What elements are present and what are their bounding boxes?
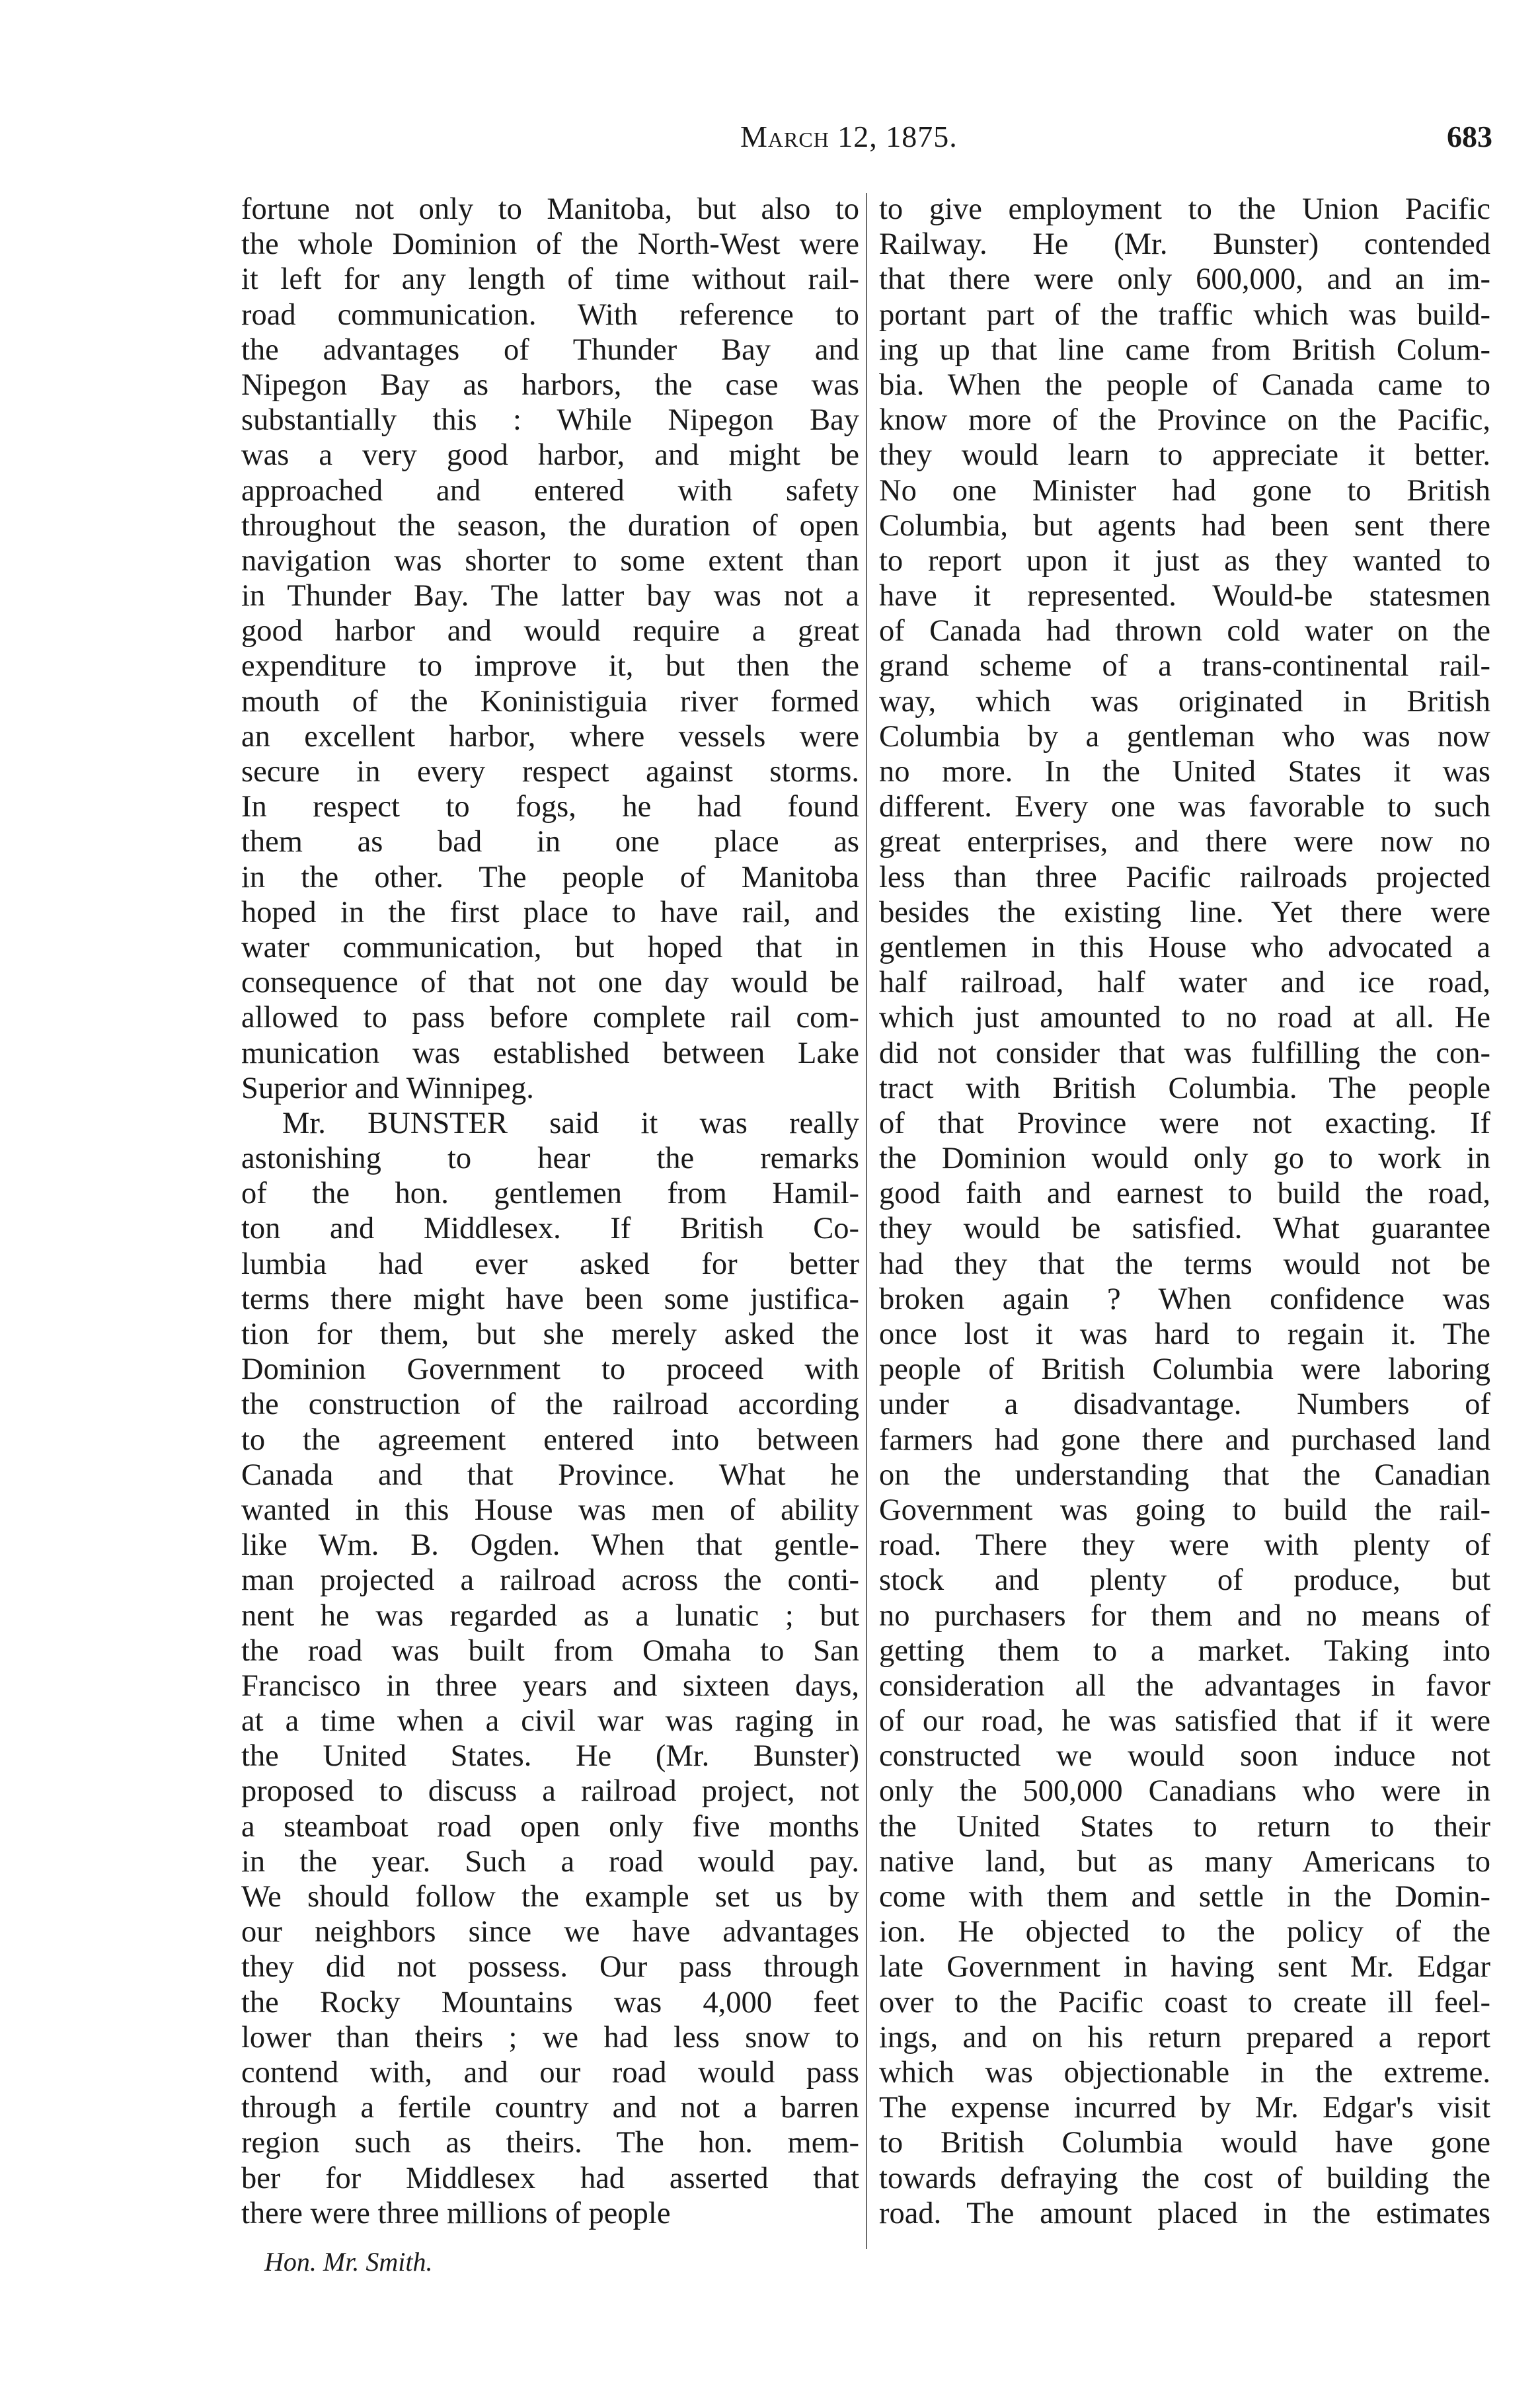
left-column-line: fortune not only to Manitoba, but also to: [241, 192, 859, 226]
right-column: [879, 192, 1490, 2231]
right-column-line: The expense incurred by Mr. Edgar's visit: [879, 2091, 1490, 2125]
left-column-line: Canada and that Province. What he: [241, 1458, 859, 1492]
left-column-line: road communication. With reference to: [241, 297, 859, 332]
right-column-line: they would learn to appreciate it better.: [879, 438, 1490, 473]
left-column-line: through a fertile country and not a barren: [241, 2091, 859, 2125]
right-column-line: Columbia by a gentleman who was now: [879, 719, 1490, 754]
right-column-line: No one Minister had gone to British: [879, 473, 1490, 508]
left-column-line: ber for Middlesex had asserted that: [241, 2161, 859, 2195]
right-column-line: over to the Pacific coast to create ill feel-: [879, 1985, 1490, 2019]
right-column-line: ing up that line came from British Colum-: [879, 333, 1490, 367]
left-column-line: navigation was shorter to some extent than: [241, 543, 859, 578]
right-column-line: constructed we would soon induce not: [879, 1739, 1490, 1774]
left-column-line: astonishing to hear the remarks: [241, 1142, 859, 1176]
left-column-line: ton and Middlesex. If British Co-: [241, 1212, 859, 1246]
right-column-line: no purchasers for them and no means of: [879, 1598, 1490, 1633]
left-column-line: munication was established between Lake: [241, 1036, 859, 1070]
left-column-line: mouth of the Koninistiguia river formed: [241, 684, 859, 719]
right-column-line: no more. In the United States it was: [879, 755, 1490, 789]
right-column-line: ings, and on his return prepared a report: [879, 2020, 1490, 2055]
footer-speaker-note: Hon. Mr. Smith.: [264, 2247, 433, 2277]
left-column-line: lumbia had ever asked for better: [241, 1247, 859, 1281]
left-column-line: the whole Dominion of the North-West were: [241, 227, 859, 262]
right-column-line: road. There they were with plenty of: [879, 1528, 1490, 1563]
left-column-line: at a time when a civil war was raging in: [241, 1704, 859, 1739]
left-column-line: consequence of that not one day would be: [241, 966, 859, 1000]
left-column-line: Superior and Winnipeg.: [241, 1071, 534, 1105]
right-column-line: good faith and earnest to build the road,: [879, 1177, 1490, 1211]
right-column-line: that there were only 600,000, and an im-: [879, 262, 1490, 297]
right-column-line: people of British Columbia were laboring: [879, 1352, 1490, 1387]
left-column-line: an excellent harbor, where vessels were: [241, 719, 859, 754]
right-column-line: grand scheme of a trans-continental rail-: [879, 649, 1490, 684]
right-column-line: Government was going to build the rail-: [879, 1493, 1490, 1527]
right-column-line: farmers had gone there and purchased land: [879, 1423, 1490, 1457]
right-column-line: less than three Pacific railroads projected: [879, 860, 1490, 894]
left-column-line: approached and entered with safety: [241, 473, 859, 508]
right-column-line: come with them and settle in the Domin-: [879, 1880, 1490, 1914]
right-column-line: of Canada had thrown cold water on the: [879, 614, 1490, 648]
left-column-line: of the hon. gentlemen from Hamil-: [241, 1177, 859, 1211]
right-column-line: gentlemen in this House who advocated a: [879, 930, 1490, 964]
left-column-line: in the year. Such a road would pay.: [241, 1844, 859, 1879]
right-column-line: they would be satisfied. What guarantee: [879, 1212, 1490, 1246]
left-column-line: the United States. He (Mr. Bunster): [241, 1739, 859, 1774]
left-column-line: in Thunder Bay. The latter bay was not a: [241, 579, 859, 613]
left-column-line: in the other. The people of Manitoba: [241, 860, 859, 894]
right-column-line: Railway. He (Mr. Bunster) contended: [879, 227, 1490, 262]
right-column-line: which just amounted to no road at all. He: [879, 1001, 1490, 1035]
left-column-line: Mr. BUNSTER said it was really: [282, 1106, 859, 1140]
page-number: 683: [1447, 120, 1492, 153]
left-column-line: throughout the season, the duration of open: [241, 508, 859, 543]
left-column-line: good harbor and would require a great: [241, 614, 859, 648]
right-column-line: once lost it was hard to regain it. The: [879, 1317, 1490, 1351]
left-column-line: region such as theirs. The hon. mem-: [241, 2126, 859, 2160]
left-column-line: our neighbors since we have advantages: [241, 1915, 859, 1949]
right-column-line: which was objectionable in the extreme.: [879, 2055, 1490, 2090]
left-column-line: they did not possess. Our pass through: [241, 1950, 859, 1984]
left-column-line: tion for them, but she merely asked the: [241, 1317, 859, 1351]
left-column-line: proposed to discuss a railroad project, not: [241, 1774, 859, 1809]
left-column-line: expenditure to improve it, but then the: [241, 649, 859, 684]
right-column-line: have it represented. Would-be statesmen: [879, 579, 1490, 613]
left-column-line: water communication, but hoped that in: [241, 930, 859, 964]
right-column-line: to give employment to the Union Pacific: [879, 192, 1490, 226]
left-column-line: it left for any length of time without rail-: [241, 262, 859, 297]
right-column-line: of our road, he was satisfied that if it were: [879, 1704, 1490, 1739]
right-column-line: did not consider that was fulfilling the con-: [879, 1036, 1490, 1070]
left-column-line: hoped in the first place to have rail, and: [241, 895, 859, 929]
right-column-line: the Dominion would only go to work in: [879, 1142, 1490, 1176]
left-column-line: to the agreement entered into between: [241, 1423, 859, 1457]
left-column-line: the advantages of Thunder Bay and: [241, 333, 859, 367]
right-column-line: know more of the Province on the Pacific,: [879, 403, 1490, 438]
left-column-line: Francisco in three years and sixteen days,: [241, 1668, 859, 1703]
right-column-line: the United States to return to their: [879, 1809, 1490, 1844]
right-column-line: ion. He objected to the policy of the: [879, 1915, 1490, 1949]
right-column-line: to British Columbia would have gone: [879, 2126, 1490, 2160]
left-column-line: them as bad in one place as: [241, 825, 859, 859]
right-column-line: towards defraying the cost of building the: [879, 2161, 1490, 2195]
left-column-line: the Rocky Mountains was 4,000 feet: [241, 1985, 859, 2019]
left-column: [241, 192, 859, 2231]
right-column-line: had they that the terms would not be: [879, 1247, 1490, 1281]
left-column-line: contend with, and our road would pass: [241, 2055, 859, 2090]
right-column-line: to report upon it just as they wanted to: [879, 543, 1490, 578]
column-divider: [866, 193, 867, 2249]
right-column-line: under a disadvantage. Numbers of: [879, 1388, 1490, 1422]
right-column-line: consideration all the advantages in favor: [879, 1668, 1490, 1703]
right-column-line: great enterprises, and there were now no: [879, 825, 1490, 859]
right-column-line: getting them to a market. Taking into: [879, 1633, 1490, 1668]
right-column-line: bia. When the people of Canada came to: [879, 368, 1490, 402]
right-column-line: tract with British Columbia. The people: [879, 1071, 1490, 1105]
left-column-line: there were three millions of people: [241, 2196, 671, 2230]
right-column-line: besides the existing line. Yet there were: [879, 895, 1490, 929]
left-column-line: was a very good harbor, and might be: [241, 438, 859, 473]
right-column-line: native land, but as many Americans to: [879, 1844, 1490, 1879]
left-column-line: nent he was regarded as a lunatic ; but: [241, 1598, 859, 1633]
right-column-line: only the 500,000 Canadians who were in: [879, 1774, 1490, 1809]
right-column-line: late Government in having sent Mr. Edgar: [879, 1950, 1490, 1984]
right-column-line: stock and plenty of produce, but: [879, 1563, 1490, 1598]
right-column-line: way, which was originated in British: [879, 684, 1490, 719]
left-column-line: a steamboat road open only five months: [241, 1809, 859, 1844]
left-column-line: wanted in this House was men of ability: [241, 1493, 859, 1527]
right-column-line: portant part of the traffic which was build-: [879, 297, 1490, 332]
header-date: March 12, 1875.: [740, 120, 958, 153]
right-column-line: different. Every one was favorable to such: [879, 790, 1490, 824]
left-column-line: Nipegon Bay as harbors, the case was: [241, 368, 859, 402]
right-column-line: on the understanding that the Canadian: [879, 1458, 1490, 1492]
right-column-line: Columbia, but agents had been sent there: [879, 508, 1490, 543]
left-column-line: allowed to pass before complete rail com-: [241, 1001, 859, 1035]
right-column-line: half railroad, half water and ice road,: [879, 966, 1490, 1000]
left-column-line: man projected a railroad across the conti-: [241, 1563, 859, 1598]
left-column-line: lower than theirs ; we had less snow to: [241, 2020, 859, 2055]
page-header: [0, 119, 1540, 165]
left-column-line: the construction of the railroad according: [241, 1388, 859, 1422]
left-column-line: secure in every respect against storms.: [241, 755, 859, 789]
right-column-line: of that Province were not exacting. If: [879, 1106, 1490, 1140]
left-column-line: In respect to fogs, he had found: [241, 790, 859, 824]
left-column-line: terms there might have been some justifica-: [241, 1282, 859, 1316]
left-column-line: Dominion Government to proceed with: [241, 1352, 859, 1387]
left-column-line: substantially this : While Nipegon Bay: [241, 403, 859, 438]
left-column-line: like Wm. B. Ogden. When that gentle-: [241, 1528, 859, 1563]
left-column-line: We should follow the example set us by: [241, 1880, 859, 1914]
left-column-line: the road was built from Omaha to San: [241, 1633, 859, 1668]
right-column-line: broken again ? When confidence was: [879, 1282, 1490, 1316]
right-column-line: road. The amount placed in the estimates: [879, 2196, 1490, 2230]
